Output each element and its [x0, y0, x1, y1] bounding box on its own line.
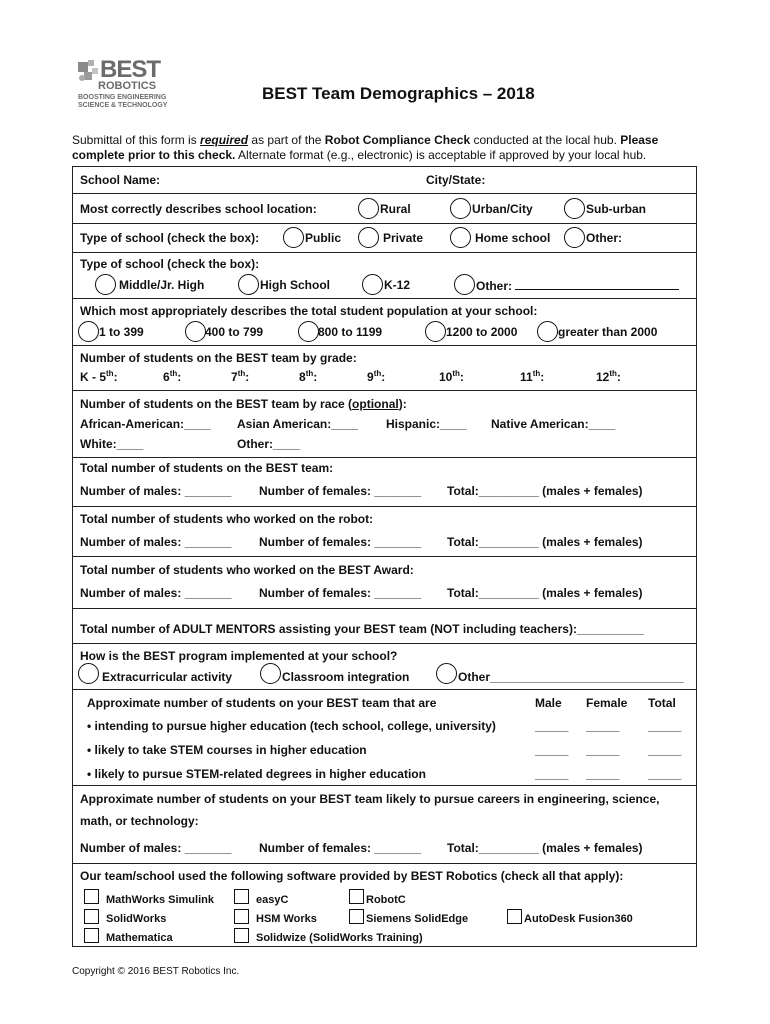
race-label [80, 397, 407, 411]
careers-label-2: math, or technology: [80, 814, 199, 828]
k12-radio[interactable] [362, 274, 383, 295]
city-state-label: City/State: [426, 173, 486, 187]
careers-total-field[interactable]: Total:_________ (males + females) [447, 841, 643, 855]
pop-400-799-radio[interactable] [185, 321, 206, 342]
total-robot-label: Total number of students who worked on the robot: [80, 512, 374, 526]
school-type-label: Type of school (check the box): [80, 231, 260, 245]
copyright: Copyright © 2016 BEST Robotics Inc. [72, 966, 240, 977]
other-level-option [476, 278, 679, 293]
rural-option: Rural [380, 202, 411, 216]
pop-1200-2000-option: 1200 to 2000 [446, 325, 518, 339]
stem-degrees-female-field[interactable]: _____ [586, 767, 620, 781]
extracurricular-option: Extracurricular activity [102, 670, 233, 684]
other-type-option: Other: [586, 231, 622, 245]
grade-text: 7 [231, 370, 238, 384]
mathematica-checkbox[interactable] [84, 928, 99, 943]
robot-total-field[interactable]: Total:_________ (males + females) [447, 535, 643, 549]
logo-sub: ROBOTICS [98, 80, 157, 92]
stem-degrees-total-field[interactable]: _____ [648, 767, 682, 781]
grade-10 [439, 370, 464, 384]
classroom-option: Classroom integration [282, 670, 410, 684]
total-team-label: Total number of students on the BEST team: [80, 461, 334, 475]
careers-label-1: Approximate number of students on your BEST team likely to pursue careers in engineering, science, [80, 792, 660, 806]
race-optional: optional [352, 397, 399, 411]
other-program-option[interactable]: Other_____________________________ [458, 670, 684, 684]
other-level-label: Other: [476, 279, 516, 293]
pop-gt-2000-radio[interactable] [537, 321, 558, 342]
grade-12 [596, 370, 621, 384]
siemens-solidedge-checkbox[interactable] [349, 909, 364, 924]
divider [72, 643, 697, 644]
other-program-radio[interactable] [436, 663, 457, 684]
robot-males-field[interactable]: Number of males: _______ [80, 535, 232, 549]
careers-females-field[interactable]: Number of females: _______ [259, 841, 422, 855]
grade-sup: th [106, 369, 114, 378]
grade-sup: th [532, 369, 541, 378]
grade-colon: : [313, 370, 318, 384]
sub-urban-option: Sub-urban [586, 202, 646, 216]
logo-name: BEST [100, 56, 161, 83]
total-award-label: Total number of students who worked on the BEST Award: [80, 563, 414, 577]
intro-text: Submittal of this form is [72, 133, 201, 147]
stem-degrees-male-field[interactable]: _____ [535, 767, 569, 781]
solidwize-checkbox[interactable] [234, 928, 249, 943]
race-asian-american[interactable]: Asian American:____ [237, 417, 358, 431]
mathworks-simulink-label: MathWorks Simulink [106, 894, 214, 906]
software-label: Our team/school used the following software provided by BEST Robotics (check all that apply): [80, 869, 624, 883]
race-african-american[interactable]: African-American:____ [80, 417, 211, 431]
pop-800-1199-radio[interactable] [298, 321, 319, 342]
grade-text: 12 [596, 370, 610, 384]
grade-colon: : [540, 370, 545, 384]
divider [72, 298, 697, 299]
divider [72, 390, 697, 391]
grade-sup: th [452, 369, 460, 378]
private-radio[interactable] [358, 227, 379, 248]
other-level-blank[interactable] [515, 278, 679, 290]
higher-ed-total-field[interactable]: _____ [648, 719, 682, 733]
grade-9 [367, 370, 385, 384]
other-type-radio[interactable] [564, 227, 585, 248]
stem-courses-total-field[interactable]: _____ [648, 743, 682, 757]
mathworks-simulink-checkbox[interactable] [84, 889, 99, 904]
best-robotics-logo [76, 58, 176, 114]
public-option: Public [305, 231, 342, 245]
pop-400-799-option: 400 to 799 [205, 325, 264, 339]
sub-urban-radio[interactable] [564, 198, 585, 219]
grade-text: K - 5 [80, 370, 107, 384]
intro-line-1 [72, 133, 712, 147]
grade-colon: : [381, 370, 386, 384]
intro-alternate: Alternate format (e.g., electronic) is acceptable if approved by your local hub. [235, 148, 647, 162]
hsm-works-label: HSM Works [256, 913, 317, 925]
divider [72, 556, 697, 557]
divider [72, 193, 697, 194]
col-total: Total [648, 696, 676, 710]
autodesk-fusion360-checkbox[interactable] [507, 909, 522, 924]
race-hispanic[interactable]: Hispanic:____ [386, 417, 467, 431]
grade-6 [163, 370, 181, 384]
divider [72, 863, 697, 864]
award-females-field[interactable]: Number of females: _______ [259, 586, 422, 600]
approx-row-stem-courses: • likely to take STEM courses in higher education [87, 743, 367, 757]
grade-sup: th [169, 369, 178, 378]
pop-1200-2000-radio[interactable] [425, 321, 446, 342]
intro-text-2: as part of the [248, 133, 325, 147]
solidwize-label: Solidwize (SolidWorks Training) [256, 932, 423, 944]
approx-row-higher-ed: • intending to pursue higher education (tech school, college, university) [87, 719, 496, 733]
pop-1-399-radio[interactable] [78, 321, 99, 342]
home-school-radio[interactable] [450, 227, 471, 248]
page-title: BEST Team Demographics – 2018 [262, 84, 535, 103]
grade-sup: th [305, 369, 314, 378]
grade-colon: : [245, 370, 250, 384]
extracurricular-radio[interactable] [78, 663, 99, 684]
pop-gt-2000-option: greater than 2000 [558, 325, 658, 339]
grade-sup: th [373, 369, 382, 378]
mentors-field[interactable]: Total number of ADULT MENTORS assisting your BEST team (NOT including teachers):__________ [80, 622, 644, 636]
stem-courses-male-field[interactable]: _____ [535, 743, 569, 757]
public-radio[interactable] [283, 227, 304, 248]
divider [72, 252, 697, 253]
grade-11 [520, 370, 544, 384]
location-label: Most correctly describes school location: [80, 202, 317, 216]
intro-text-3: conducted at the local hub. [470, 133, 621, 147]
divider [72, 785, 697, 786]
grade-sup: th [237, 369, 246, 378]
program-label: How is the BEST program implemented at your school? [80, 649, 398, 663]
award-males-field[interactable]: Number of males: _______ [80, 586, 232, 600]
grade-text: 9 [367, 370, 374, 384]
school-level-label: Type of school (check the box): [80, 257, 260, 271]
grade-text: 10 [439, 370, 453, 384]
middle-school-radio[interactable] [95, 274, 116, 295]
grade-colon: : [177, 370, 182, 384]
intro-required: required [200, 133, 249, 147]
team-total-field[interactable]: Total:_________ (males + females) [447, 484, 643, 498]
logo-tagline-2: SCIENCE & TECHNOLOGY [78, 102, 168, 109]
race-label-end: ): [398, 397, 407, 411]
approx-row-stem-degrees: • likely to pursue STEM-related degrees in higher education [87, 767, 426, 781]
siemens-solidedge-label: Siemens SolidEdge [366, 913, 469, 925]
robotc-label: RobotC [366, 894, 406, 906]
grades-label: Number of students on the BEST team by grade: [80, 351, 357, 365]
careers-males-field[interactable]: Number of males: _______ [80, 841, 232, 855]
divider [72, 223, 697, 224]
high-school-option: High School [260, 278, 330, 292]
col-male: Male [535, 696, 562, 710]
grade-text: 8 [299, 370, 306, 384]
divider [72, 345, 697, 346]
solidworks-label: SolidWorks [106, 913, 167, 925]
race-white[interactable]: White:____ [80, 437, 144, 451]
grade-colon: : [113, 370, 118, 384]
award-total-field[interactable]: Total:_________ (males + females) [447, 586, 643, 600]
easyc-checkbox[interactable] [234, 889, 249, 904]
race-native-american[interactable]: Native American:____ [491, 417, 616, 431]
urban-city-option: Urban/City [472, 202, 533, 216]
k12-option: K-12 [384, 278, 411, 292]
higher-ed-male-field[interactable]: _____ [535, 719, 569, 733]
grade-text: 6 [163, 370, 170, 384]
urban-city-radio[interactable] [450, 198, 471, 219]
easyc-label: easyC [256, 894, 289, 906]
grade-sup: th [609, 369, 617, 378]
grade-colon: : [616, 370, 621, 384]
hsm-works-checkbox[interactable] [234, 909, 249, 924]
grade-7 [231, 370, 249, 384]
divider [72, 608, 697, 609]
population-label: Which most appropriately describes the total student population at your school: [80, 304, 538, 318]
team-males-field[interactable]: Number of males: _______ [80, 484, 232, 498]
pop-800-1199-option: 800 to 1199 [318, 325, 383, 339]
logo-tagline-1: BOOSTING ENGINEERING [78, 94, 167, 101]
rural-radio[interactable] [358, 198, 379, 219]
mathematica-label: Mathematica [106, 932, 173, 944]
other-level-radio[interactable] [454, 274, 475, 295]
autodesk-fusion360-label: AutoDesk Fusion360 [524, 913, 633, 925]
race-other[interactable]: Other:____ [237, 437, 300, 451]
divider [72, 689, 697, 690]
grade-8 [299, 370, 317, 384]
robot-females-field[interactable]: Number of females: _______ [259, 535, 422, 549]
intro-line-2 [72, 148, 712, 162]
race-label-text: Number of students on the BEST team by race ( [80, 397, 353, 411]
grade-text: 11 [520, 370, 533, 384]
intro-please: Please [620, 133, 659, 147]
intro-check: Robot Compliance Check [324, 133, 471, 147]
pop-1-399-option: 1 to 399 [99, 325, 144, 339]
solidworks-checkbox[interactable] [84, 909, 99, 924]
divider [72, 457, 697, 458]
middle-school-option: Middle/Jr. High [119, 278, 205, 292]
divider [72, 506, 697, 507]
robotc-checkbox[interactable] [349, 889, 364, 904]
high-school-radio[interactable] [238, 274, 259, 295]
stem-courses-female-field[interactable]: _____ [586, 743, 620, 757]
private-option: Private [383, 231, 424, 245]
higher-ed-female-field[interactable]: _____ [586, 719, 620, 733]
classroom-radio[interactable] [260, 663, 281, 684]
col-female: Female [586, 696, 628, 710]
home-school-option: Home school [475, 231, 551, 245]
grade-colon: : [459, 370, 464, 384]
approx-label: Approximate number of students on your BEST team that are [87, 696, 437, 710]
team-females-field[interactable]: Number of females: _______ [259, 484, 422, 498]
grade-k5 [80, 370, 118, 384]
intro-complete: complete prior to this check. [72, 148, 236, 162]
school-name-label: School Name: [80, 173, 161, 187]
